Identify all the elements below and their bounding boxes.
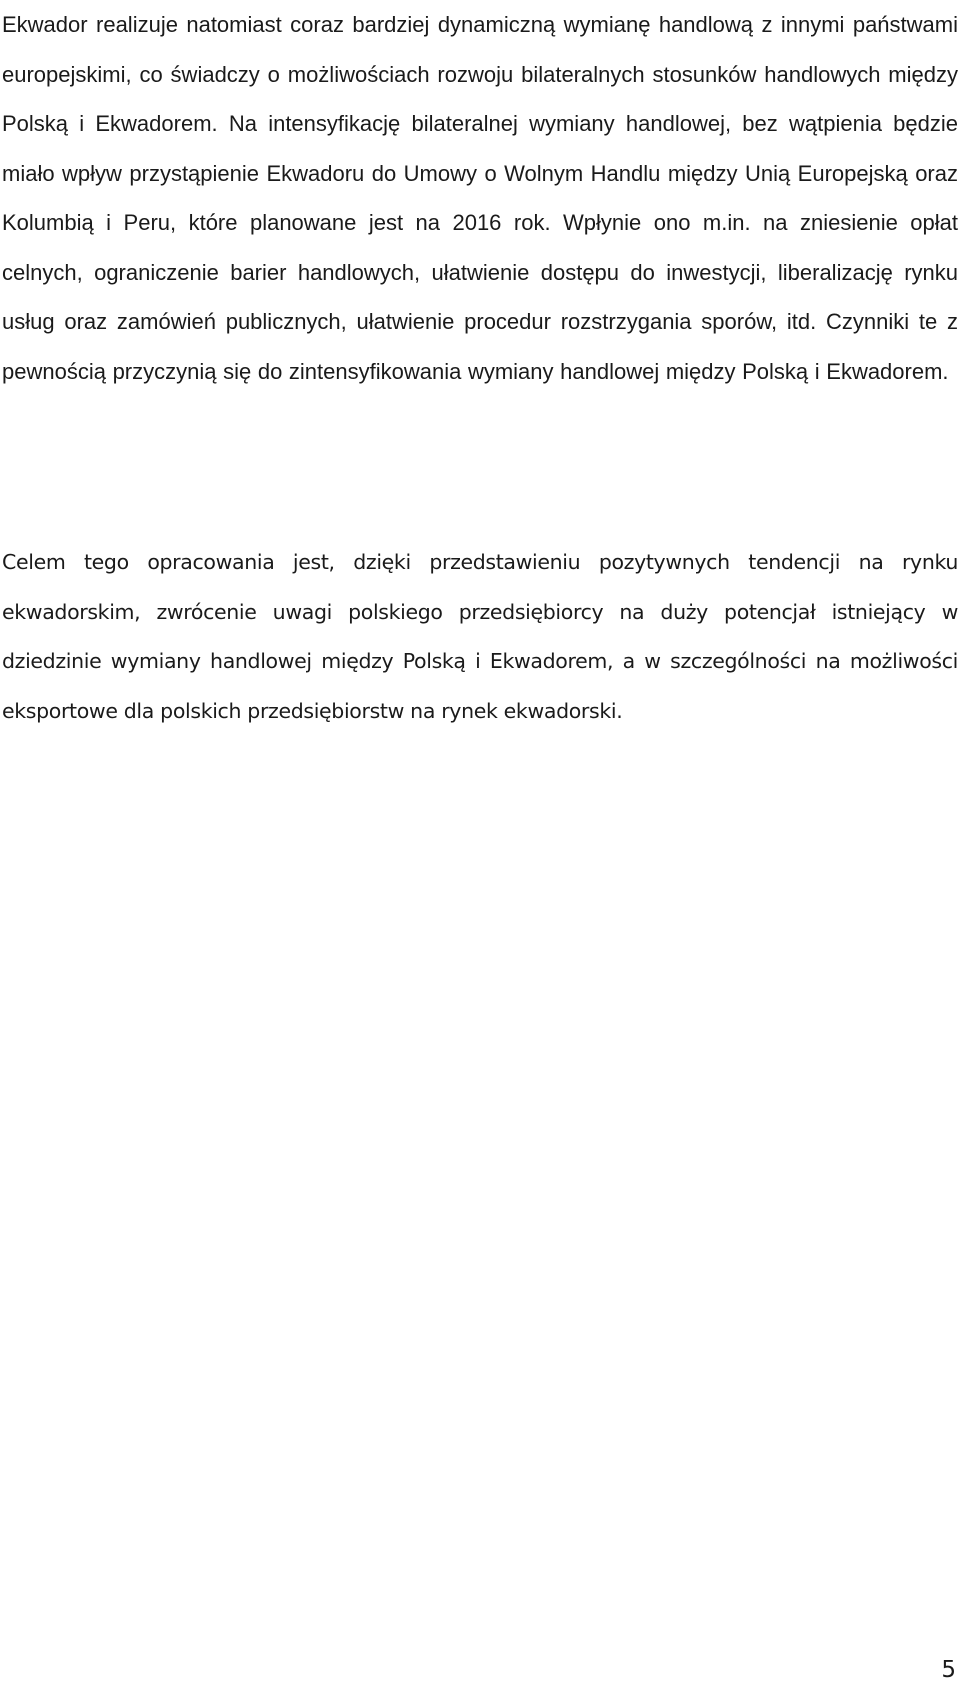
page-number: 5: [941, 1657, 956, 1683]
paragraph-study-purpose: Celem tego opracowania jest, dzięki przedstawieniu pozytywnych tendencji na rynku ekwadorskim, zwrócenie uwagi polskiego przedsiębiorcy na duży potencjał istniejący w dziedzinie wymiany handlowej między Polską i Ekwadorem, a w szczególności na możliwości eksportowe dla polskich przedsiębiorstw na rynek ekwadorski.: [2, 550, 958, 723]
paragraph-trade-relations: Ekwador realizuje natomiast coraz bardziej dynamiczną wymianę handlową z innymi państwami europejskimi, co świadczy o możliwościach rozwoju bilateralnych stosunków handlowych między Polską i Ekwadorem. Na intensyfikację bilateralnej wymiany handlowej, bez wątpienia będzie miało wpływ przystąpienie Ekwadoru do Umowy o Wolnym Handlu między Unią Europejską oraz Kolumbią i Peru, które planowane jest na 2016 rok. Wpłynie ono m.in. na zniesienie opłat celnych, ograniczenie barier handlowych, ułatwienie dostępu do inwestycji, liberalizację rynku usług oraz zamówień publicznych, ułatwienie procedur rozstrzygania sporów, itd. Czynniki te z pewnością przyczynią się do zintensyfikowania wymiany handlowej między Polską i Ekwadorem.: [2, 12, 958, 384]
